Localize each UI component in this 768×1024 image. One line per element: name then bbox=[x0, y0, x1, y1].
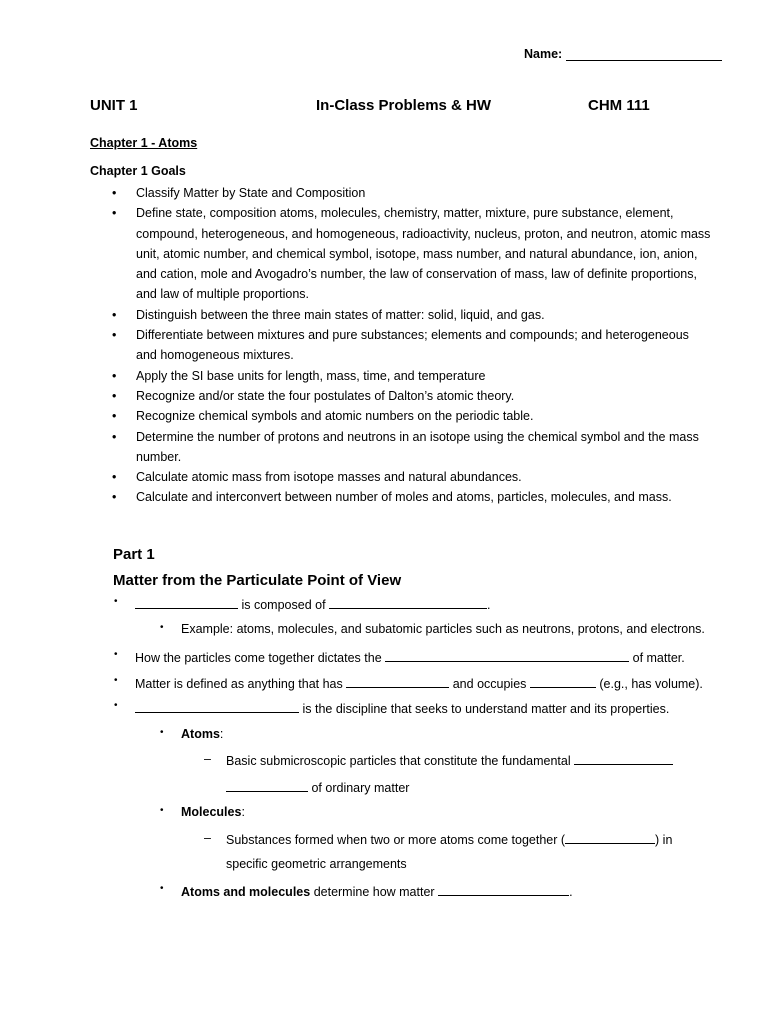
bullet-icon: • bbox=[112, 307, 117, 322]
bullet-particles: How the particles come together dictates the of matter. bbox=[135, 651, 685, 665]
blank-7[interactable] bbox=[574, 752, 673, 765]
goal-item bbox=[112, 325, 722, 366]
bullet-icon: • bbox=[112, 328, 117, 343]
bullet-icon: • bbox=[112, 429, 117, 444]
goal-item bbox=[112, 305, 722, 325]
atoms-definition-line1: Basic submicroscopic particles that constitute the fundamental bbox=[226, 752, 673, 768]
bullet-discipline: is the discipline that seeks to understand matter and its properties. bbox=[135, 700, 669, 716]
bullet-icon: • bbox=[114, 596, 118, 607]
blank-3[interactable] bbox=[385, 649, 629, 662]
atoms-molecules-line: Atoms and molecules determine how matter . bbox=[181, 885, 573, 899]
bullet-icon: • bbox=[114, 700, 118, 711]
goal-item bbox=[112, 487, 722, 507]
bullet-icon: • bbox=[114, 649, 118, 660]
blank-9[interactable] bbox=[565, 831, 655, 844]
bullet-icon: • bbox=[112, 388, 117, 403]
goal-text-line: Recognize and/or state the four postulates of Dalton’s atomic theory. bbox=[136, 388, 515, 403]
bullet-icon: • bbox=[112, 470, 117, 485]
goal-item bbox=[112, 406, 722, 426]
page-title: In-Class Problems & HW bbox=[316, 97, 492, 114]
goal-item bbox=[112, 386, 722, 406]
goal-item bbox=[112, 427, 722, 468]
goal-text-line: Calculate and interconvert between number of moles and atoms, particles, molecules, and mass. bbox=[136, 490, 672, 505]
blank-2[interactable] bbox=[329, 596, 487, 609]
goal-text-line: and homogeneous mixtures. bbox=[136, 348, 294, 363]
unit-title: UNIT 1 bbox=[90, 97, 138, 114]
name-field bbox=[524, 47, 722, 61]
bullet-matter: Matter is defined as anything that has and occupies (e.g., has volume). bbox=[135, 677, 703, 691]
bullet-composed: is composed of . bbox=[135, 596, 491, 612]
atoms-definition-line2: of ordinary matter bbox=[226, 779, 409, 795]
bullet-icon: • bbox=[112, 490, 117, 505]
name-label: Name: bbox=[524, 47, 563, 61]
example-text: Example: atoms, molecules, and subatomic particles such as neutrons, protons, and electrons. bbox=[181, 622, 705, 636]
goals-list bbox=[112, 183, 722, 508]
bullet-icon: • bbox=[114, 675, 118, 686]
bullet-icon: • bbox=[112, 186, 117, 200]
goal-item bbox=[112, 467, 722, 487]
goal-text-line: Distinguish between the three main states of matter: solid, liquid, and gas. bbox=[136, 307, 545, 322]
atoms-term: Atoms: bbox=[181, 727, 224, 741]
goal-text-line: number. bbox=[136, 449, 182, 464]
dash-icon: – bbox=[204, 831, 211, 845]
part-title: Part 1 bbox=[113, 546, 155, 563]
goal-text-line: and law of multiple proportions. bbox=[136, 287, 310, 302]
blank-1[interactable] bbox=[135, 596, 238, 609]
goal-text-line: Define state, composition atoms, molecules, chemistry, matter, mixture, pure substance, element, bbox=[136, 206, 674, 221]
bullet-icon: • bbox=[160, 727, 164, 738]
goal-text-line: Classify Matter by State and Composition bbox=[136, 186, 366, 200]
bullet-icon: • bbox=[160, 622, 164, 633]
goal-item bbox=[112, 183, 722, 203]
goal-text-line: Apply the SI base units for length, mass, time, and temperature bbox=[136, 368, 486, 383]
goal-text-line: unit, atomic number, and chemical symbol, isotope, mass number, and natural abundance, ion, anion, bbox=[136, 246, 698, 261]
blank-4[interactable] bbox=[346, 675, 449, 688]
chapter-heading: Chapter 1 - Atoms bbox=[90, 136, 198, 150]
goal-text-line: Determine the number of protons and neutrons in an isotope using the chemical symbol and the mass bbox=[136, 429, 699, 444]
goal-item bbox=[112, 203, 722, 304]
blank-5[interactable] bbox=[530, 675, 596, 688]
molecules-definition-line1: Substances formed when two or more atoms come together ( ) in bbox=[226, 833, 673, 847]
bullet-icon: • bbox=[112, 409, 117, 424]
bullet-icon: • bbox=[112, 206, 117, 221]
blank-10[interactable] bbox=[438, 883, 569, 896]
course-code: CHM 111 bbox=[588, 97, 650, 114]
blank-8[interactable] bbox=[226, 779, 308, 792]
goal-text-line: compound, heterogeneous, and homogeneous, radioactivity, nucleus, proton, and neutron, atomic mass bbox=[136, 226, 711, 241]
molecules-definition-line2: specific geometric arrangements bbox=[226, 857, 407, 871]
bullet-icon: • bbox=[160, 883, 164, 894]
goal-text-line: Differentiate between mixtures and pure substances; elements and compounds; and heterogeneous bbox=[136, 328, 689, 343]
goal-text-line: and cation, mole and Avogadro’s number, the law of conservation of mass, law of definite proportions, bbox=[136, 267, 697, 282]
blank-6[interactable] bbox=[135, 700, 299, 713]
bullet-icon: • bbox=[112, 368, 117, 383]
goal-text-line: Calculate atomic mass from isotope masses and natural abundances. bbox=[136, 470, 522, 485]
molecules-term: Molecules: bbox=[181, 805, 245, 819]
name-blank[interactable] bbox=[566, 48, 722, 61]
goal-item bbox=[112, 366, 722, 386]
dash-icon: – bbox=[204, 752, 211, 766]
part-subtitle: Matter from the Particulate Point of View bbox=[113, 572, 402, 589]
bullet-icon: • bbox=[160, 805, 164, 816]
goal-text-line: Recognize chemical symbols and atomic numbers on the periodic table. bbox=[136, 409, 534, 424]
goals-title: Chapter 1 Goals bbox=[90, 164, 186, 178]
